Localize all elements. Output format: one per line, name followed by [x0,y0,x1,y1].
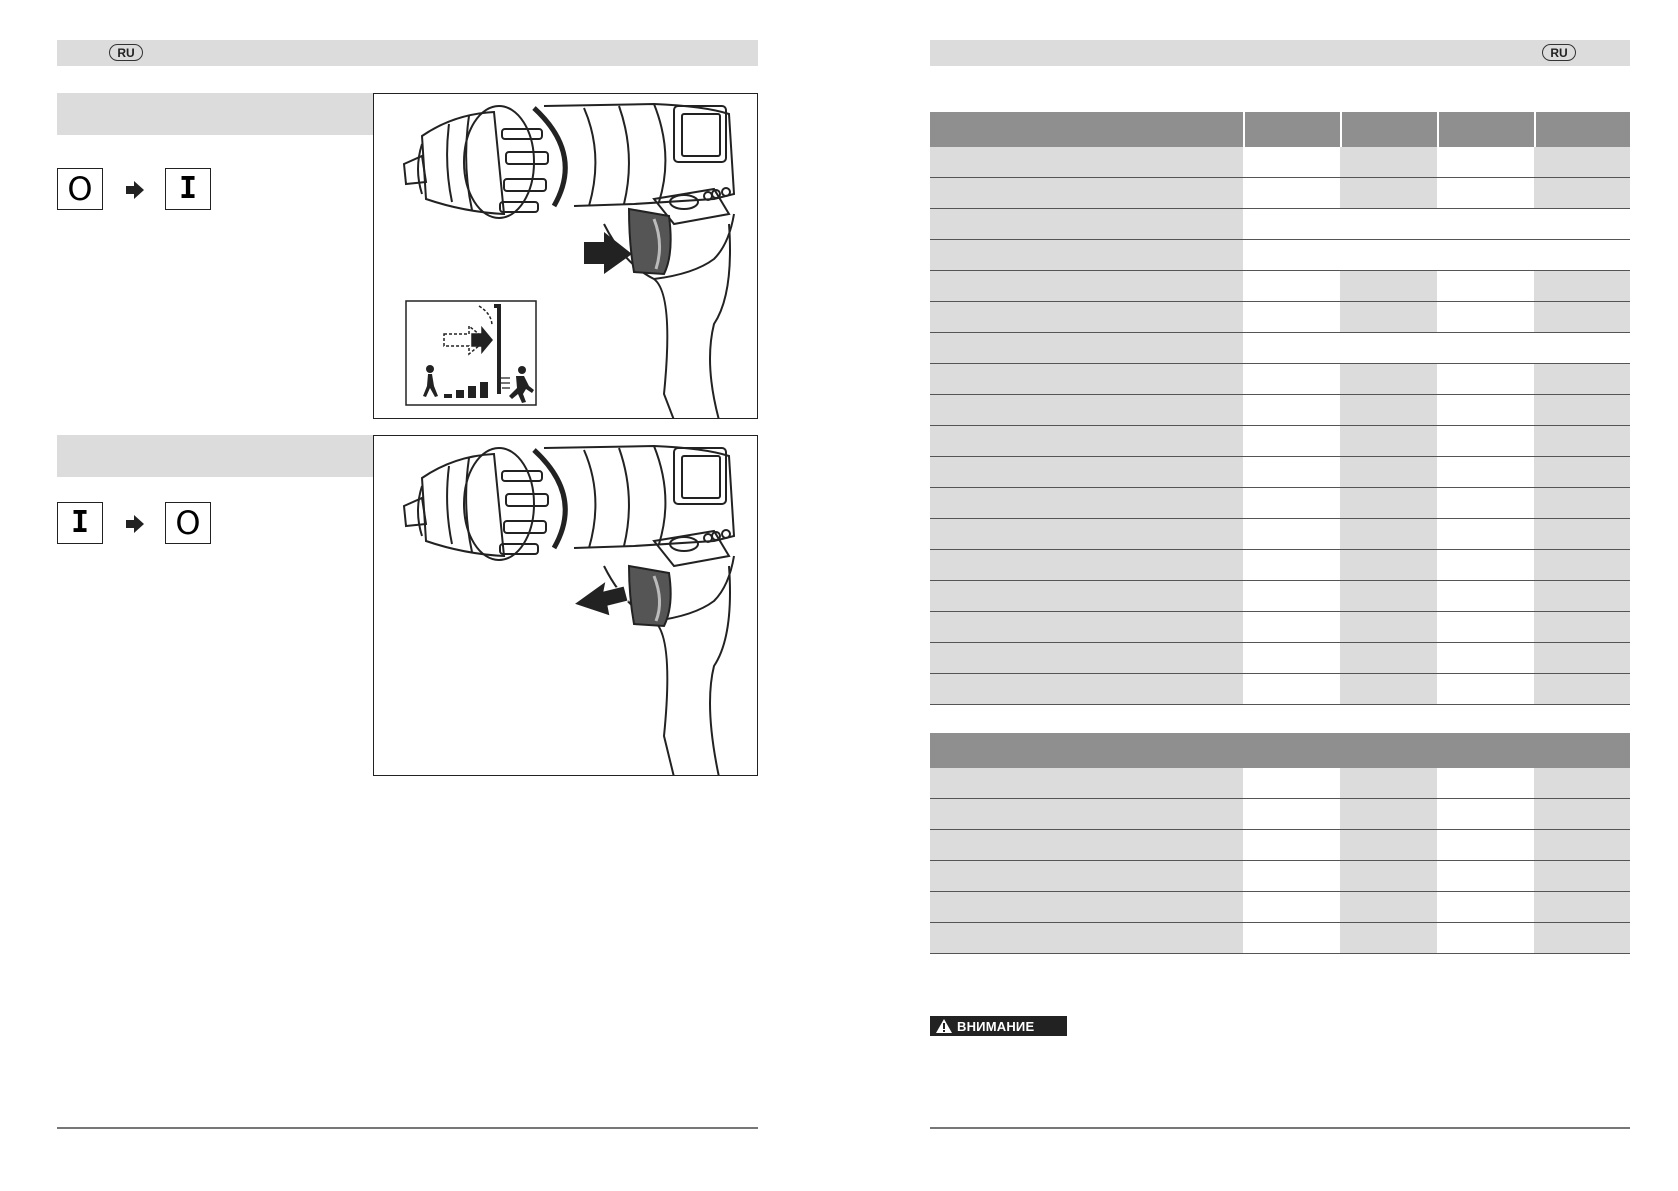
section-on-title-box [57,93,373,135]
table-row [930,302,1630,333]
off-symbol: O [67,170,93,208]
table-row [930,861,1630,892]
drill-switch-off-figure [373,435,758,776]
table-row [930,178,1630,209]
table-row [930,457,1630,488]
table-row [930,550,1630,581]
table-row [930,426,1630,457]
language-badge: RU [109,44,143,61]
table-row [930,209,1630,240]
table-row [930,799,1630,830]
warning-triangle-icon [936,1019,952,1033]
table-row [930,147,1630,178]
table-header [930,112,1630,147]
table-row [930,674,1630,705]
section-off-title-box [57,435,373,477]
table-row [930,892,1630,923]
table-row [930,581,1630,612]
drill-illustration [374,94,758,419]
table-row [930,519,1630,550]
left-footer-line [57,1127,758,1129]
table-row [930,768,1630,799]
table-row [930,395,1630,426]
off-symbol: O [175,504,201,542]
on-symbol: I [178,171,198,206]
table-row [930,643,1630,674]
language-badge: RU [1542,44,1576,61]
drill-switch-on-figure [373,93,758,419]
table-row [930,923,1630,954]
table-row [930,830,1630,861]
table-row [930,333,1630,364]
table-row [930,271,1630,302]
on-symbol: I [70,505,90,540]
table-header [930,733,1630,768]
right-footer-line [930,1127,1630,1129]
table-row [930,488,1630,519]
table-row [930,612,1630,643]
right-header-bar [930,40,1630,66]
on-symbol-box-2 [57,502,103,544]
off-symbol-box [57,168,103,210]
specs-table [930,112,1630,712]
arrow-right-icon [124,513,146,535]
table-row [930,240,1630,271]
on-symbol-box [165,168,211,210]
arrow-right-icon [124,179,146,201]
drill-illustration [374,436,758,776]
warning-label: ВНИМАНИЕ [957,1018,1035,1034]
left-header-bar [57,40,758,66]
accessory-table [930,733,1630,958]
warning-badge [930,1016,1067,1036]
off-symbol-box-2 [165,502,211,544]
table-row [930,364,1630,395]
